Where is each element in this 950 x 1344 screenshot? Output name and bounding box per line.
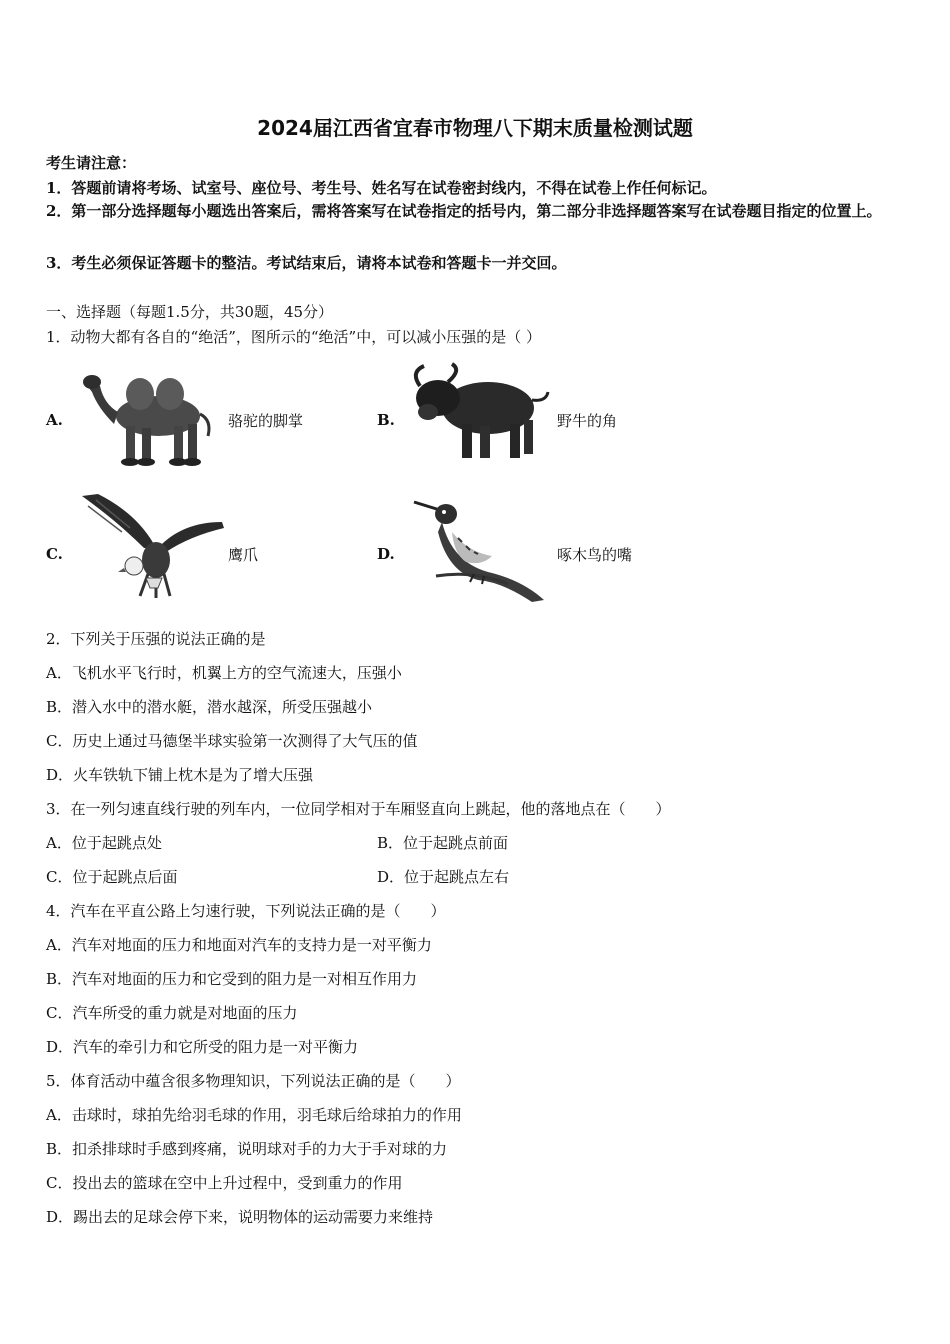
option-text: A．位于起跳点处: [46, 834, 162, 852]
option-text: D．位于起跳点左右: [377, 868, 510, 886]
option-caption: 啄木鸟的嘴: [557, 546, 633, 564]
option-caption: 鹰爪: [228, 546, 259, 564]
option-letter: D.: [377, 545, 395, 563]
eagle-icon: [78, 492, 226, 602]
question-stem: 3．在一列匀速直线行驶的列车内，一位同学相对于车厢竖直向上跳起，他的落地点在（ ）: [46, 800, 671, 818]
option-letter: A.: [46, 411, 63, 429]
page-title: 2024届江西省宜春市物理八下期末质量检测试题: [257, 116, 693, 140]
notice-item: 3．考生必须保证答题卡的整洁。考试结束后，请将本试卷和答题卡一并交回。: [46, 254, 567, 272]
option-text: B．扣杀排球时手感到疼痛，说明球对手的力大于手对球的力: [46, 1140, 448, 1158]
option-text: A．飞机水平飞行时，机翼上方的空气流速大，压强小: [46, 664, 402, 682]
option-text: A．击球时，球拍先给羽毛球的作用，羽毛球后给球拍力的作用: [46, 1106, 462, 1124]
option-text: C．历史上通过马德堡半球实验第一次测得了大气压的值: [46, 732, 418, 750]
option-caption: 骆驼的脚掌: [228, 412, 304, 430]
option-text: D．踢出去的足球会停下来，说明物体的运动需要力来维持: [46, 1208, 434, 1226]
question-stem: 4．汽车在平直公路上匀速行驶，下列说法正确的是（ ）: [46, 902, 446, 920]
option-text: B．位于起跳点前面: [377, 834, 509, 852]
option-caption: 野牛的角: [557, 412, 618, 430]
option-text: C．汽车所受的重力就是对地面的压力: [46, 1004, 298, 1022]
option-text: D．火车铁轨下铺上枕木是为了增大压强: [46, 766, 314, 784]
question-stem: 2．下列关于压强的说法正确的是: [46, 630, 266, 648]
question-stem: 5．体育活动中蕴含很多物理知识，下列说法正确的是（ ）: [46, 1072, 461, 1090]
camel-icon: [78, 364, 223, 468]
option-text: B．汽车对地面的压力和它受到的阻力是一对相互作用力: [46, 970, 418, 988]
option-text: D．汽车的牵引力和它所受的阻力是一对平衡力: [46, 1038, 359, 1056]
option-text: C．投出去的篮球在空中上升过程中，受到重力的作用: [46, 1174, 403, 1192]
notice-item: 1．答题前请将考场、试室号、座位号、考生号、姓名写在试卷密封线内，不得在试卷上作任何标记。: [46, 179, 717, 197]
option-text: C．位于起跳点后面: [46, 868, 178, 886]
bison-icon: [406, 362, 551, 468]
notice-heading: 考生请注意：: [46, 154, 137, 172]
option-text: B．潜入水中的潜水艇，潜水越深，所受压强越小: [46, 698, 373, 716]
option-letter: C.: [46, 545, 63, 563]
question-stem: 1．动物大都有各自的“绝活”，图所示的“绝活”中，可以减小压强的是（ ）: [46, 328, 541, 346]
option-letter: B.: [377, 411, 395, 429]
notice-item: 2．第一部分选择题每小题选出答案后，需将答案写在试卷指定的括号内，第二部分非选择题答案写在试卷题目指定的位置上。: [46, 202, 882, 220]
option-text: A．汽车对地面的压力和地面对汽车的支持力是一对平衡力: [46, 936, 432, 954]
woodpecker-icon: [412, 492, 552, 602]
section-heading: 一、选择题（每题1.5分，共30题，45分）: [46, 303, 334, 321]
